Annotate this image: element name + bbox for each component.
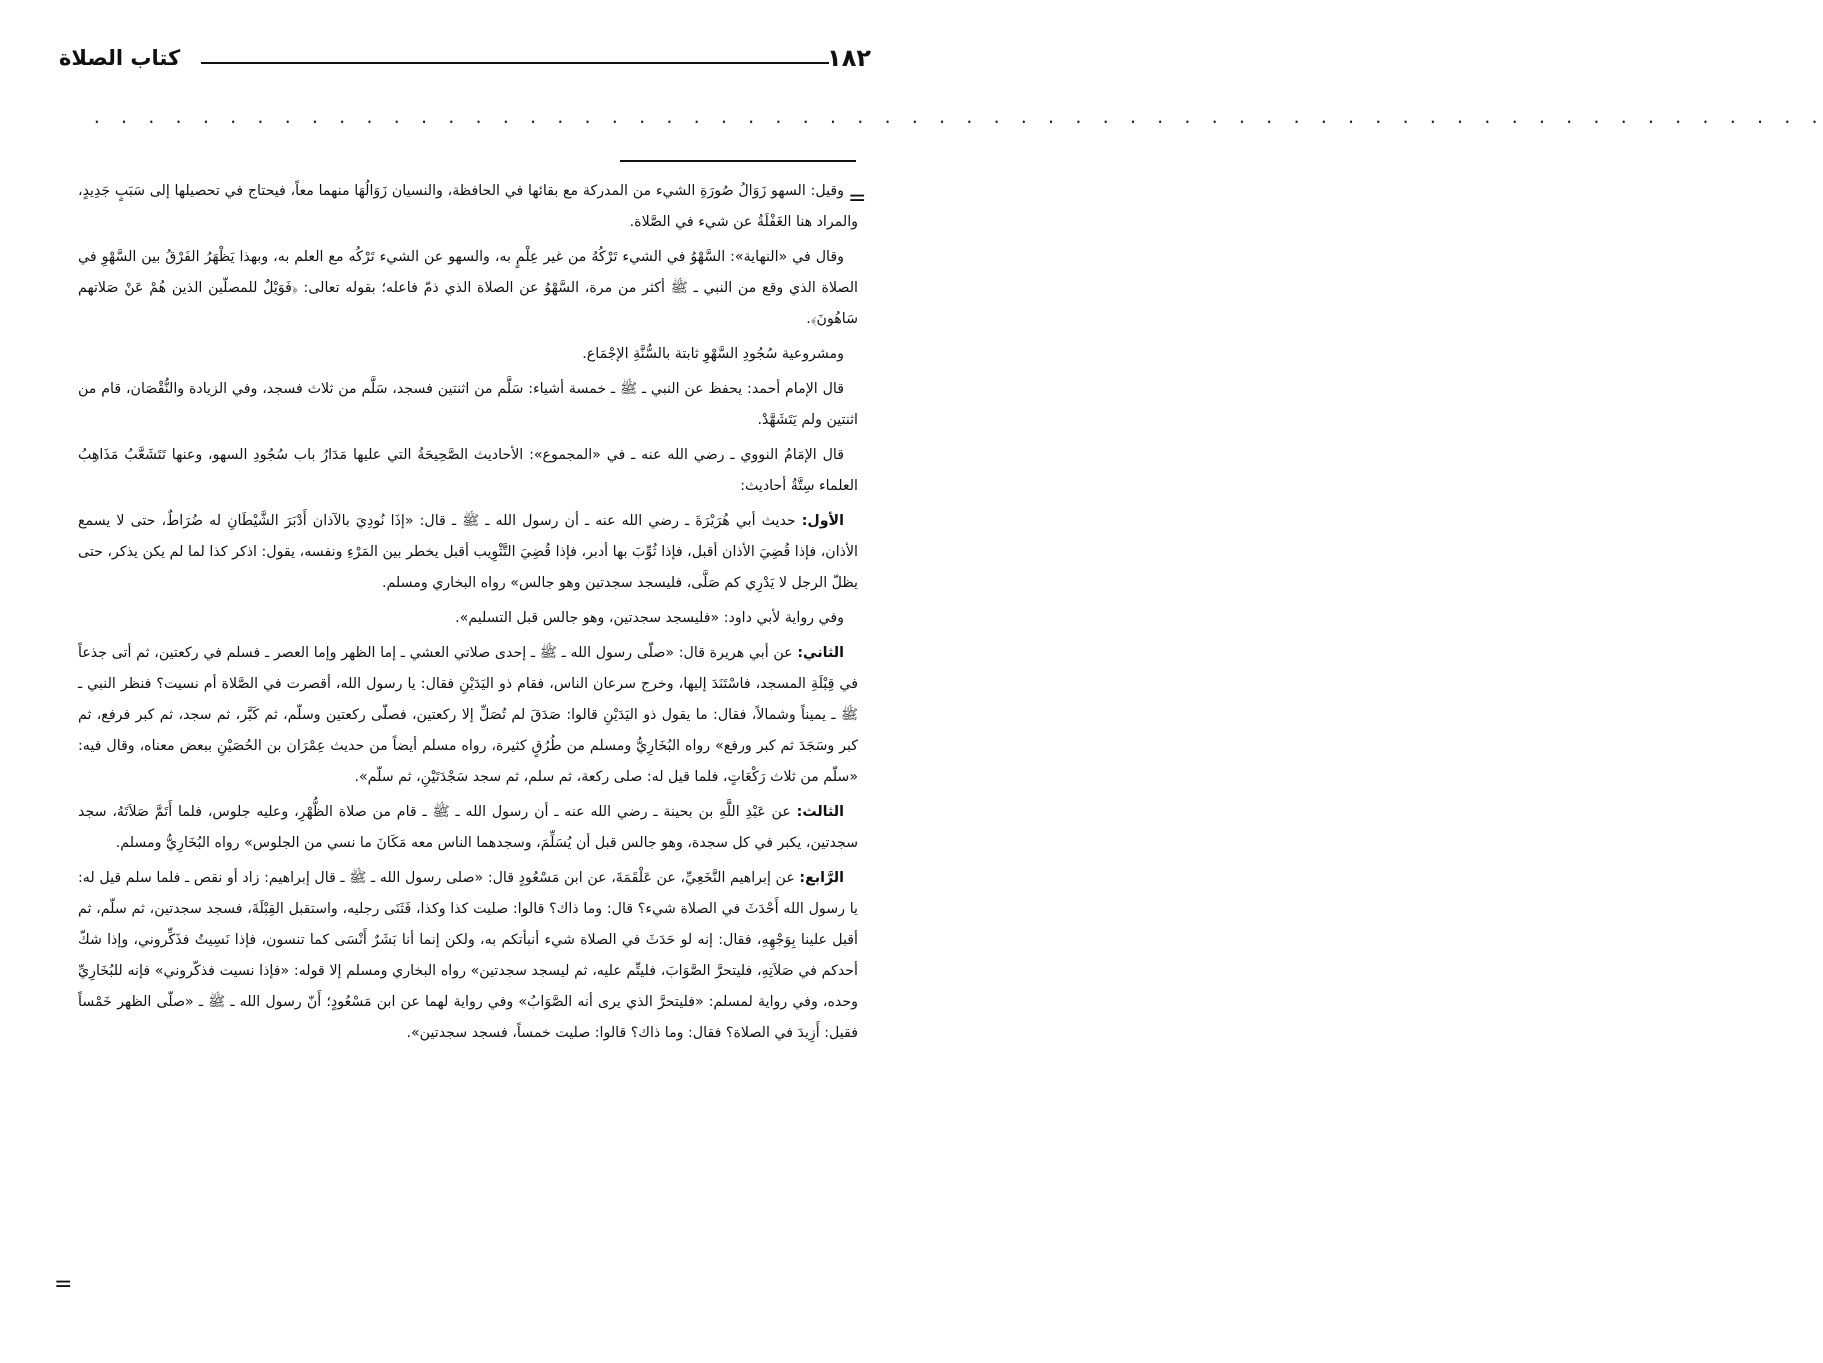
paragraph-text: قال الإمام أحمد: يحفظ عن النبي ـ ﷺ ـ خمسة أشياء: سَلَّم من اثنتين فسجد، سَلَّم من ثلاث فسجد، وفي الزيادة والنُّقْصَان، قام من اثنتين ولم يَتَشَهَّدْ.: [78, 381, 858, 428]
paragraph: [78, 638, 858, 793]
page-number: ١٨٢: [827, 44, 871, 72]
paragraph-text: حديث أبي هُرَيْرَةَ ـ رضي الله عنه ـ أن رسول الله ـ ﷺ ـ قال: «إذَا نُودِيَ بالآذان أَدْبَرَ الشَّيْطَانِ له ضُرَاطٌ، حتى لا يسمع الأذان، فإذا قُضِيَ الأذان أقبل، فإذا ثُوِّبَ بها أدبر، فإذا قُضِيَ التَّثْوِيب أقبل يخطر بين المَرْءِ ونفسه، يقول: اذكر كذا لما لم يكن يذكر، حتى يظلّ الرجل لا يَدْرِي كم صَلَّى، فليسجد سجدتين وهو جالس» رواه البخاري ومسلم.: [78, 513, 858, 591]
paragraph-lead: الثالث:: [796, 804, 844, 820]
paragraph-lead: الثاني:: [797, 645, 844, 661]
separator-dots: . . . . . . . . . . . . . . . . . . . . . . . . . . . . . . . . . . . . . . . . . . . . . . . . . . . . . . . . . . . . . . . .: [92, 108, 1823, 127]
paragraph: [78, 374, 858, 436]
paragraph-text: عن أبي هريرة قال: «صلّى رسول الله ـ ﷺ ـ إحدى صلاتي العشي ـ إما الظهر وإما العصر ـ فسلم في ركعتين، ثم أتى جذعاً في قِبْلَةِ المسجد، فاسْتَنَدَ إليها، وخرج سرعان الناس، فقام ذو اليَدَيْنِ فقال: يا رسول الله، أقصرت في الصَّلاة أم نسيت؟ فنظر النبي ـ ﷺ ـ يميناً وشمالاً، فقال: ما يقول ذو اليَدَيْنِ قالوا: صَدَقَ لم تُصَلِّ إلا ركعتين، فصلّى ركعتين وسلّم، ثم كَبَّر، ثم سجد، ثم كبر فرفع، ثم كبر وسَجَدَ ثم كبر ورفع» رواه البُخَارِيُّ ومسلم من طُرُقٍ كثيرة، رواه مسلم أيضاً من حديث عِمْرَان بن الحُصَيْنِ ببعض معناه، وقال فيه: «سلّم من ثلاث رَكْعَاتٍ، فلما قيل له: صلى ركعة، ثم سلم، ثم سجد سَجْدَتَيْنِ، ثم سلّم».: [78, 645, 858, 785]
paragraph-lead: الرَّابع:: [799, 870, 844, 886]
paragraph-lead: الأول:: [801, 513, 844, 529]
paragraph-text: قال الإمَامُ النووي ـ رضي الله عنه ـ في «المجموع»: الأحاديث الصَّحِيحَةُ التي عليها مَدَارُ باب سُجُودِ السهو، وعنها تَتَشَعَّبُ مَذَاهِبُ العلماء سِتَّةُ أحاديث:: [78, 447, 858, 494]
page-header: [55, 44, 873, 84]
continuation-mark-top: =: [848, 186, 867, 211]
paragraph: [78, 797, 858, 859]
paragraph: [78, 603, 858, 634]
paragraph: [78, 440, 858, 502]
paragraph-text: وقيل: السهو زَوَالُ صُورَةِ الشيء من المدركة مع بقائها في الحافظة، والنسيان زَوَالُهَا منهما معاً، فيحتاج في تحصيلها إلى سَبَبٍ جَدِيدٍ، والمراد هنا الغَفْلَةُ عن شيء في الصَّلاة.: [78, 183, 858, 230]
paragraph: [78, 242, 858, 335]
paragraph-text: عن إبراهيم النَّخَعِيِّ، عن عَلْقَمَةَ، عن ابن مَسْعُودٍ قال: «صلى رسول الله ـ ﷺ ـ قال إبراهيم: زاد أو نقص ـ فلما سلم قيل له: يا رسول الله أَحْدَثَ في الصلاة شيء؟ قال: وما ذاك؟ قالوا: صليت كذا وكذا، فَثَنَى رجليه، واستقبل القِبْلَةَ، فسجد سجدتين، ثم سلّم، ثم أقبل علينا بِوَجْهِهِ، فقال: إنه لو حَدَثَ في الصلاة شيء أنبأتكم به، ولكن إنما أنا بَشَرٌ أَنْسَى كما تنسون، فإذا نَسِيتُ فذَكِّروني، وإذا شكّ أحدكم في صَلاَتِهِ، فليتحرَّ الصَّوَابَ، فليتِّم عليه، ثم ليسجد سجدتين» رواه البخاري ومسلم إلا قوله: «فإذا نسيت فذكّروني» فإنه للبُخَارِيِّ وحده، وفي رواية لمسلم: «فليتحرَّ الذي يرى أنه الصَّوَابُ» وفي رواية لهما عن ابن مَسْعُودٍ؛ أَنّ رسول الله ـ ﷺ ـ «صلّى الظهر خَمْساً فقيل: أَزِيدَ في الصلاة؟ فقال: وما ذاك؟ قالوا: صليت خمساً، فسجد سجدتين».: [78, 870, 858, 1041]
continuation-mark-bottom: =: [54, 1272, 73, 1297]
paragraph-text: ومشروعية سُجُودِ السَّهْوِ ثابتة بالسُّنَّةِ الإجْمَاع.: [582, 346, 844, 362]
paragraph-text: وقال في «النهاية»: السَّهْوُ في الشيء تَرْكُهُ من غير عِلْمٍ به، والسهو عن الشيء تَرْكُه مع العلم به، وبهذا يَظْهَرُ الفَرْقُ بين السَّهْوِ في الصلاة الذي وقع من النبي ـ ﷺ أكثر من مرة، السَّهْوُ عن الصلاة الذي ذمّ فاعله؛ بقوله تعالى: ﴿فَوَيْلٌ للمصلّين الذين هُمْ عَنْ صَلاتهم سَاهُونَ﴾.: [78, 249, 858, 327]
paragraph: [78, 176, 858, 238]
paragraph: [78, 506, 858, 599]
paragraph-text: وفي رواية لأبي داود: «فليسجد سجدتين، وهو جالس قبل التسليم».: [455, 610, 844, 626]
paragraph: [78, 339, 858, 370]
book-title: كتاب الصلاة: [59, 46, 181, 70]
footnote-text: [78, 176, 858, 1053]
paragraph-text: عن عَبْدِ اللَّهِ بن بحينة ـ رضي الله عنه ـ أن رسول الله ـ ﷺ ـ قام من صلاة الظُّهْرِ، وعليه جلوس، فلما أَتَمَّ صَلاَتَهُ، سجد سجدتين، يكبر في كل سجدة، وهو جالس قبل أن يُسَلِّمَ، وسجدهما الناس معه مَكَانَ ما نسي من الجلوس» رواه البُخَارِيُّ ومسلم.: [78, 804, 858, 851]
footnote-rule: [620, 160, 856, 162]
header-rule: [201, 62, 829, 64]
paragraph: [78, 863, 858, 1049]
